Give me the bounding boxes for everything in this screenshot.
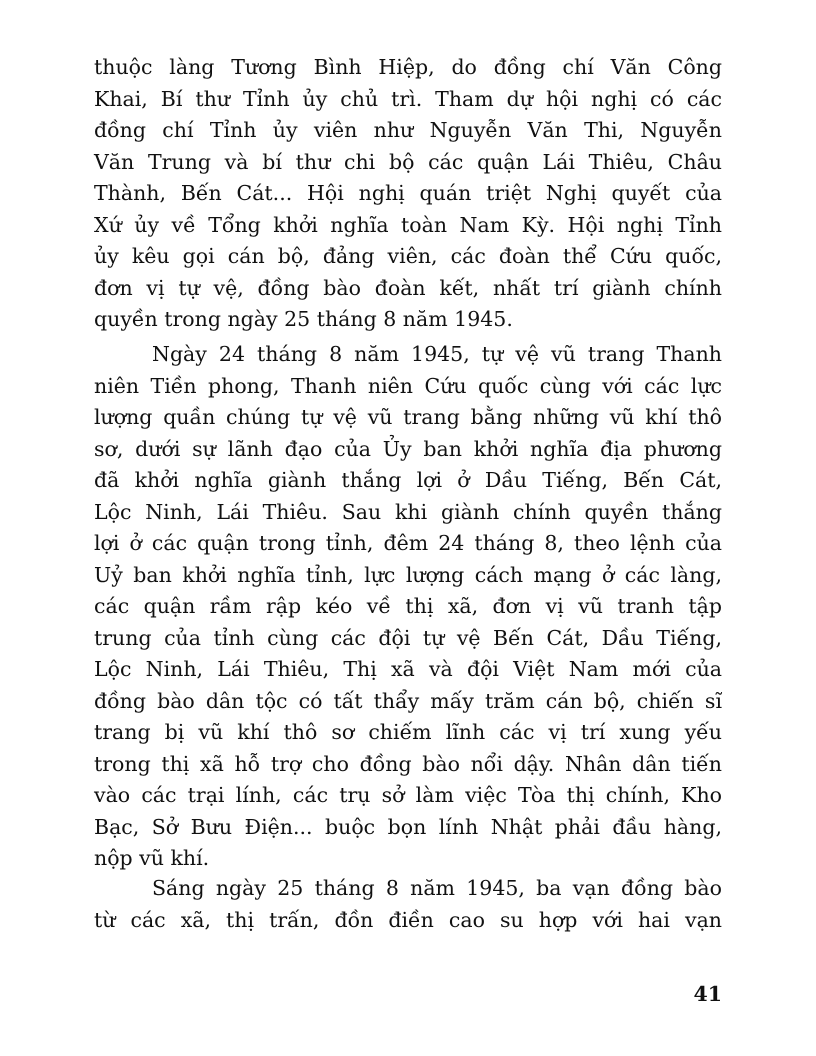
text-line: Văn Trung và bí thư chi bộ các quận Lái Thiêu, Châu bbox=[94, 149, 722, 174]
text-line: đơn vị tự vệ, đồng bào đoàn kết, nhất trí giành chính bbox=[94, 275, 722, 300]
text-line: lợi ở các quận trong tỉnh, đêm 24 tháng 8, theo lệnh của bbox=[94, 531, 722, 555]
text-line: ủy kêu gọi cán bộ, đảng viên, các đoàn thể Cứu quốc, bbox=[94, 244, 722, 268]
text-line: Bạc, Sở Bưu Điện... buộc bọn lính Nhật phải đầu hàng, bbox=[94, 814, 722, 839]
text-line: Thành, Bến Cát... Hội nghị quán triệt Nghị quyết của bbox=[94, 181, 722, 205]
text-line: Khai, Bí thư Tỉnh ủy chủ trì. Tham dự hội nghị có các bbox=[94, 86, 722, 111]
text-line: vào các trại lính, các trụ sở làm việc Tòa thị chính, Kho bbox=[94, 783, 722, 807]
text-line: đồng chí Tỉnh ủy viên như Nguyễn Văn Thi, Nguyễn bbox=[94, 118, 722, 142]
text-line: đồng bào dân tộc có tất thẩy mấy trăm cán bộ, chiến sĩ bbox=[94, 688, 722, 713]
text-line: nộp vũ khí. bbox=[94, 846, 210, 870]
page-number: 41 bbox=[693, 982, 722, 1006]
text-line: trang bị vũ khí thô sơ chiếm lĩnh các vị trí xung yếu bbox=[94, 720, 722, 744]
text-line: Sáng ngày 25 tháng 8 năm 1945, ba vạn đồng bào bbox=[152, 876, 722, 900]
paragraph-1 bbox=[94, 52, 722, 336]
text-line: Xứ ủy về Tổng khởi nghĩa toàn Nam Kỳ. Hội nghị Tỉnh bbox=[94, 212, 722, 237]
text-line: Lộc Ninh, Lái Thiêu, Thị xã và đội Việt Nam mới của bbox=[94, 657, 722, 681]
text-line: từ các xã, thị trấn, đồn điền cao su hợp với hai vạn bbox=[94, 907, 722, 932]
paragraph-3 bbox=[94, 873, 722, 936]
text-line: lượng quần chúng tự vệ vũ trang bằng những vũ khí thô bbox=[94, 405, 722, 429]
paragraph-2 bbox=[94, 339, 722, 875]
text-line: niên Tiền phong, Thanh niên Cứu quốc cùng với các lực bbox=[94, 373, 722, 398]
text-line: Lộc Ninh, Lái Thiêu. Sau khi giành chính quyền thắng bbox=[94, 499, 722, 524]
text-line: thuộc làng Tương Bình Hiệp, do đồng chí Văn Công bbox=[94, 55, 722, 79]
text-line: đã khởi nghĩa giành thắng lợi ở Dầu Tiếng, Bến Cát, bbox=[94, 468, 722, 492]
text-line: trung của tỉnh cùng các đội tự vệ Bến Cát, Dầu Tiếng, bbox=[94, 625, 722, 650]
text-line: quyền trong ngày 25 tháng 8 năm 1945. bbox=[94, 307, 513, 331]
text-line: các quận rầm rập kéo về thị xã, đơn vị vũ tranh tập bbox=[94, 594, 722, 618]
text-line: Uỷ ban khởi nghĩa tỉnh, lực lượng cách mạng ở các làng, bbox=[94, 562, 722, 587]
text-line: sơ, dưới sự lãnh đạo của Ủy ban khởi nghĩa địa phương bbox=[94, 436, 722, 461]
text-line: trong thị xã hỗ trợ cho đồng bào nổi dậy. Nhân dân tiến bbox=[94, 751, 722, 776]
text-line: Ngày 24 tháng 8 năm 1945, tự vệ vũ trang Thanh bbox=[152, 342, 722, 366]
